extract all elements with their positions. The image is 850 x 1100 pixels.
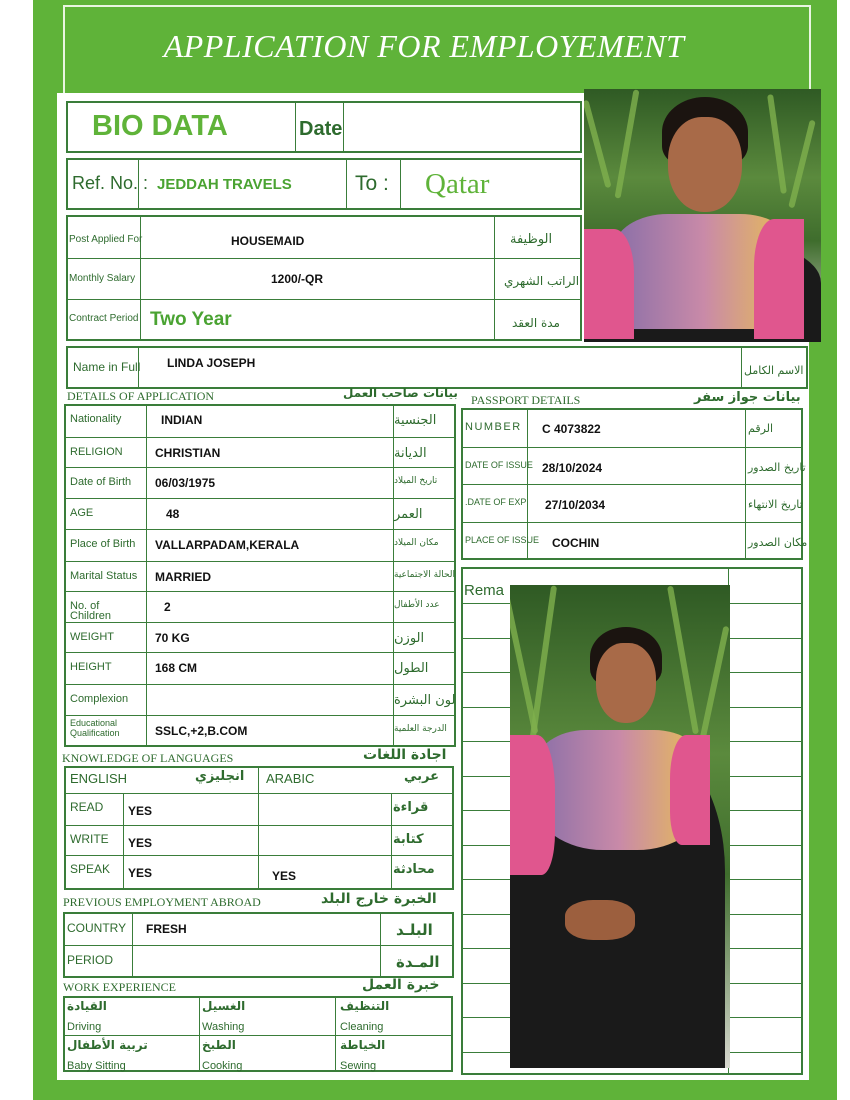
experience-item-label: Cooking bbox=[202, 1060, 243, 1072]
passport-label-ar: الرقم bbox=[748, 422, 774, 435]
previous-label: COUNTRY bbox=[67, 921, 127, 935]
language-skill-label: READ bbox=[70, 800, 104, 814]
english-skill-value[interactable]: YES bbox=[128, 804, 153, 818]
remarks-label: Rema bbox=[464, 582, 505, 599]
detail-label-ar: الدرجة العلمية bbox=[394, 724, 447, 734]
experience-item-ar: الخياطة bbox=[340, 1038, 386, 1052]
previous-label: PERIOD bbox=[67, 953, 114, 967]
arabic-header: ARABIC bbox=[266, 771, 315, 786]
detail-label-ar: الديانة bbox=[394, 446, 427, 461]
detail-label: Complexion bbox=[70, 693, 129, 705]
detail-value[interactable]: 48 bbox=[166, 507, 180, 521]
experience-item-ar: التنظيف bbox=[340, 999, 390, 1013]
detail-value[interactable]: 06/03/1975 bbox=[155, 476, 216, 490]
language-skill-label-ar: قراءة bbox=[393, 800, 429, 815]
name-value[interactable]: LINDA JOSEPH bbox=[167, 356, 256, 370]
passport-label-ar: تاريخ الصدور bbox=[748, 461, 806, 474]
experience-title: WORK EXPERIENCE bbox=[63, 980, 176, 994]
passport-title: PASSPORT DETAILS bbox=[471, 393, 581, 407]
detail-label: Nationality bbox=[70, 413, 122, 425]
detail-label: WEIGHT bbox=[70, 631, 114, 643]
previous-title: PREVIOUS EMPLOYMENT ABROAD bbox=[63, 895, 261, 909]
experience-item-ar: تربية الأطفال bbox=[67, 1038, 148, 1052]
arabic-skill-value[interactable]: YES bbox=[272, 869, 297, 883]
language-skill-label: WRITE bbox=[70, 832, 109, 846]
detail-label: Educational Qualification bbox=[70, 718, 120, 738]
row-divider bbox=[64, 437, 456, 438]
detail-label-ar: العمر bbox=[394, 507, 423, 522]
details-title: DETAILS OF APPLICATION bbox=[67, 389, 215, 403]
bio-data-title: BIO DATA bbox=[92, 110, 228, 142]
detail-label: RELIGION bbox=[70, 446, 123, 458]
ref-value[interactable]: JEDDAH TRAVELS bbox=[157, 176, 292, 193]
language-skill-label-ar: كتابة bbox=[393, 832, 424, 847]
post-label: Post Applied For bbox=[69, 234, 143, 245]
row-divider bbox=[64, 529, 456, 530]
row-divider bbox=[64, 684, 456, 685]
detail-label-ar: تاريخ الميلاد bbox=[394, 476, 438, 486]
ref-label: Ref. No. : bbox=[72, 173, 149, 193]
detail-value[interactable]: CHRISTIAN bbox=[155, 446, 221, 460]
passport-value[interactable]: COCHIN bbox=[552, 536, 600, 550]
english-header-ar: انجليزي bbox=[195, 769, 245, 784]
passport-label: PLACE OF ISSUE bbox=[465, 535, 540, 545]
previous-title-ar: الخبرة خارج البلد bbox=[321, 891, 437, 907]
detail-label: Place of Birth bbox=[70, 538, 136, 550]
detail-label-ar: مكان الميلاد bbox=[394, 538, 439, 548]
applicant-portrait-photo bbox=[584, 89, 821, 342]
experience-item-ar: الغسيل bbox=[202, 999, 246, 1013]
detail-label-ar: لون البشرة bbox=[394, 693, 456, 708]
row-divider bbox=[64, 591, 456, 592]
contract-label: Contract Period bbox=[69, 313, 139, 324]
passport-label-ar: تاريخ الانتهاء bbox=[748, 498, 803, 511]
row-divider bbox=[64, 467, 456, 468]
experience-item-label: Driving bbox=[67, 1021, 102, 1033]
row-divider bbox=[461, 447, 803, 448]
contract-label-ar: مدة العقد bbox=[512, 316, 560, 330]
detail-label: No. of Children bbox=[70, 600, 111, 622]
passport-label-ar: مكان الصدور bbox=[748, 536, 808, 549]
language-skill-label-ar: محادثة bbox=[393, 862, 435, 877]
detail-value[interactable]: VALLARPADAM,KERALA bbox=[155, 538, 300, 552]
salary-label: Monthly Salary bbox=[69, 273, 136, 284]
detail-value[interactable]: 168 CM bbox=[155, 661, 198, 675]
passport-label: .DATE OF EXP bbox=[465, 497, 527, 507]
row-divider bbox=[64, 622, 456, 623]
row-divider bbox=[461, 484, 803, 485]
detail-value[interactable]: SSLC,+2,B.COM bbox=[155, 724, 248, 738]
passport-label: DATE OF ISSUE bbox=[465, 460, 533, 470]
language-skill-label: SPEAK bbox=[70, 862, 111, 876]
detail-label-ar: الحالة الاجتماعية bbox=[394, 570, 455, 580]
detail-label: Marital Status bbox=[70, 570, 138, 582]
experience-title-ar: خبرة العمل bbox=[362, 977, 440, 993]
detail-label-ar: الجنسية bbox=[394, 413, 437, 428]
name-label-ar: الاسم الكامل bbox=[744, 364, 804, 377]
detail-value[interactable]: MARRIED bbox=[155, 570, 211, 584]
row-divider bbox=[64, 652, 456, 653]
previous-value[interactable]: FRESH bbox=[146, 922, 187, 936]
name-label: Name in Full bbox=[73, 360, 141, 374]
experience-item-ar: الطبخ bbox=[202, 1038, 236, 1052]
passport-value[interactable]: C 4073822 bbox=[542, 422, 601, 436]
passport-label: NUMBER bbox=[465, 421, 522, 433]
passport-title-ar: بيانات جواز سفر bbox=[694, 390, 801, 405]
detail-label-ar: عدد الأطفال bbox=[394, 600, 440, 610]
experience-item-label: Washing bbox=[202, 1021, 245, 1033]
previous-label-ar: البلـد bbox=[396, 921, 433, 939]
salary-label-ar: الراتب الشهري bbox=[504, 274, 580, 288]
english-header: ENGLISH bbox=[70, 771, 128, 786]
detail-label: AGE bbox=[70, 507, 94, 519]
detail-value[interactable]: 70 KG bbox=[155, 631, 190, 645]
contract-value[interactable]: Two Year bbox=[150, 309, 232, 330]
detail-label: HEIGHT bbox=[70, 661, 112, 673]
detail-value[interactable]: INDIAN bbox=[161, 413, 203, 427]
row-divider bbox=[64, 715, 456, 716]
languages-title: KNOWLEDGE OF LANGUAGES bbox=[62, 751, 234, 765]
to-label: To : bbox=[355, 172, 389, 195]
arabic-header-ar: عربي bbox=[404, 769, 440, 784]
page-title: APPLICATION FOR EMPLOYEMENT bbox=[163, 28, 685, 64]
salary-value[interactable]: 1200/-QR bbox=[271, 272, 324, 286]
date-label: Date bbox=[299, 118, 343, 140]
english-skill-value[interactable]: YES bbox=[128, 836, 153, 850]
english-skill-value[interactable]: YES bbox=[128, 866, 153, 880]
experience-item-label: Baby Sitting bbox=[67, 1060, 126, 1072]
details-title-ar: بيانات صاحب العمل bbox=[343, 386, 458, 400]
detail-value[interactable]: 2 bbox=[164, 600, 171, 614]
detail-label: Date of Birth bbox=[70, 476, 132, 488]
applicant-full-length-photo bbox=[510, 585, 730, 1068]
experience-item-label: Sewing bbox=[340, 1060, 377, 1072]
row-divider bbox=[64, 498, 456, 499]
passport-value[interactable]: 27/10/2034 bbox=[545, 498, 606, 512]
row-divider bbox=[461, 522, 803, 523]
post-label-ar: الوظيفة bbox=[510, 232, 553, 247]
languages-title-ar: اجادة اللغات bbox=[363, 747, 447, 763]
row-divider bbox=[64, 561, 456, 562]
detail-label-ar: الوزن bbox=[394, 631, 425, 646]
detail-label-ar: الطول bbox=[394, 661, 429, 676]
passport-value[interactable]: 28/10/2024 bbox=[542, 461, 603, 475]
previous-label-ar: المـدة bbox=[396, 953, 440, 971]
experience-item-ar: القيادة bbox=[67, 999, 107, 1013]
experience-item-label: Cleaning bbox=[340, 1021, 384, 1033]
to-value[interactable]: Qatar bbox=[425, 168, 490, 200]
post-value[interactable]: HOUSEMAID bbox=[231, 234, 305, 248]
